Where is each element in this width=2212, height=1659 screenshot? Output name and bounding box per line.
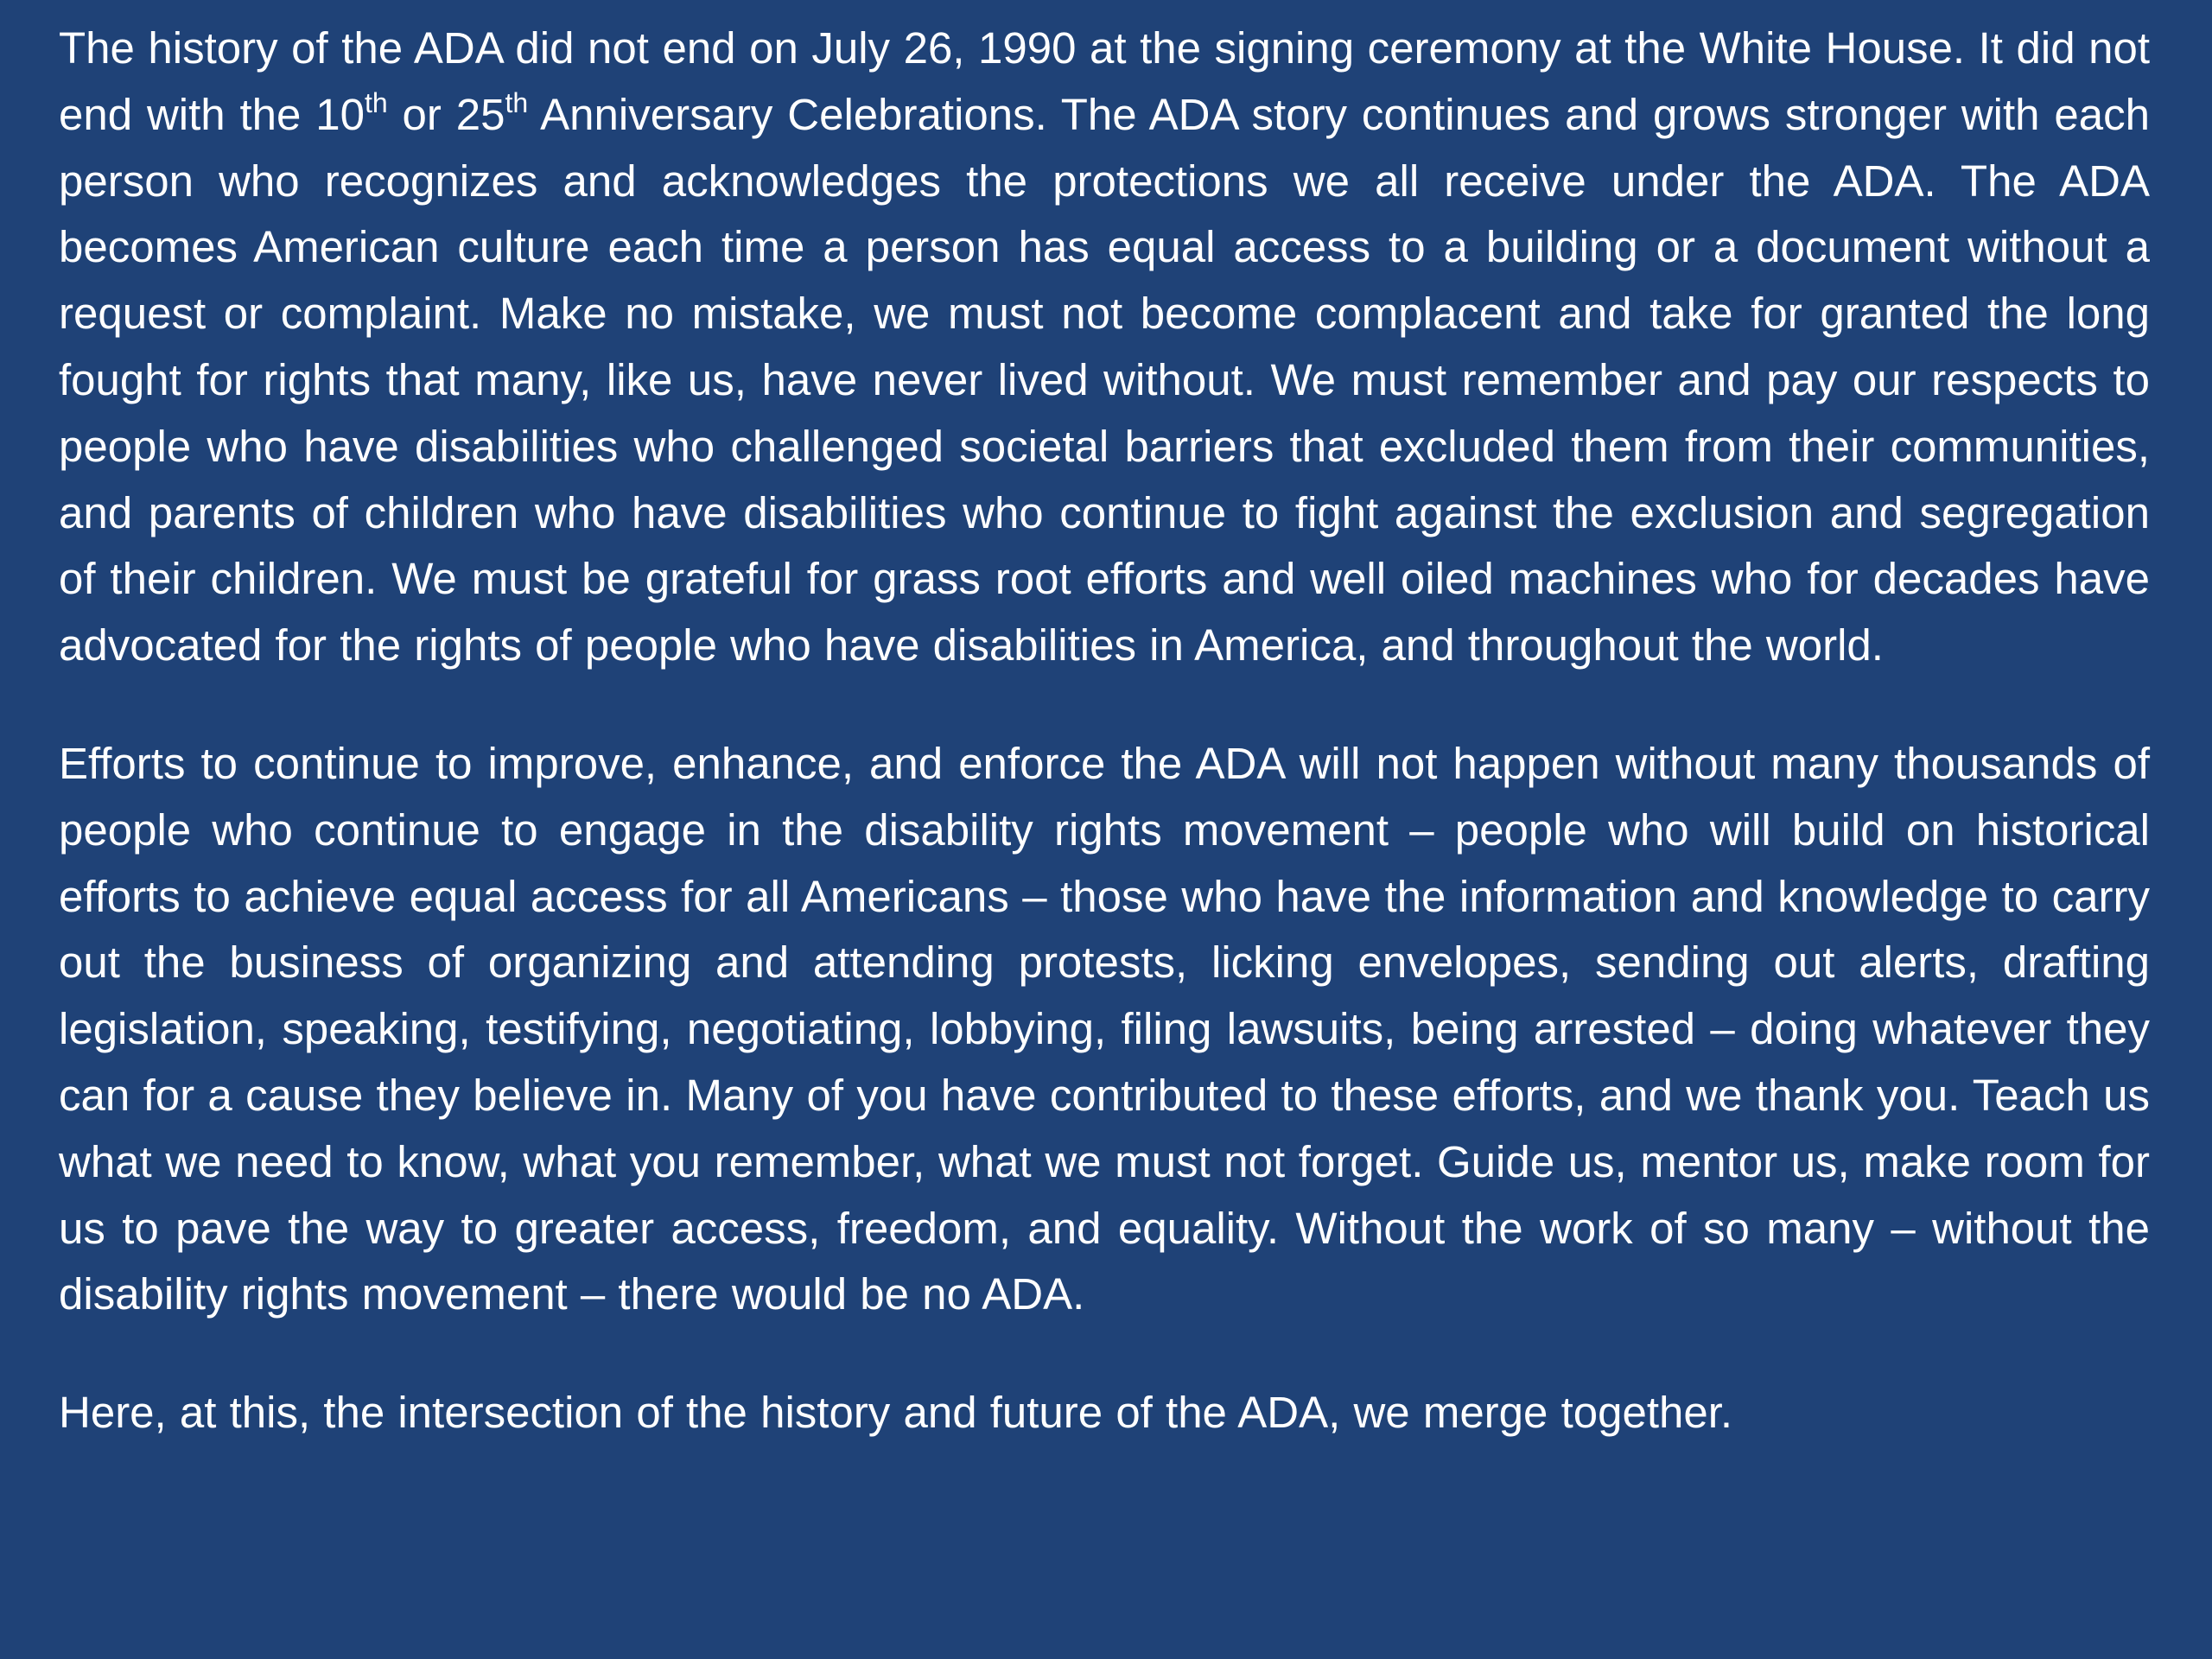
paragraph-closing: Here, at this, the intersection of the history and future of the ADA, we merge together.: [59, 1388, 1733, 1438]
ordinal-suffix-10th: th: [364, 86, 388, 118]
paragraph-efforts: Efforts to continue to improve, enhance, and enforce the ADA will not happen without many thousands of people who continue to engage in the disability rights movement – people who will build on historical efforts to achieve equal access for all Americans – those who have the information and knowledge to carry out the business of organizing and attending protests, licking envelopes, sending out alerts, drafting legislation, speaking, testifying, negotiating, lobbying, filing lawsuits, being arrested – doing whatever they can for a cause they believe in. Many of you have contributed to these efforts, and we thank you. Teach us what we need to know, what you remember, what we must not forget. Guide us, mentor us, make room for us to pave the way to greater access, freedom, and equality. Without the work of so many – without the disability rights movement – there would be no ADA.: [59, 738, 2150, 1319]
ordinal-suffix-25th: th: [505, 86, 529, 118]
paragraph-ada-history: [59, 16, 2150, 679]
paragraph-1-text-a: The history of the ADA did not end on July 26, 1990 at the signing ceremony at the White House. It did not end with the 10: [59, 23, 2150, 139]
paragraph-1-text-c: Anniversary Celebrations. The ADA story continues and grows stronger with each person who recognizes and acknowledges the protections we all receive under the ADA. The ADA becomes American culture each time a person has equal access to a building or a document without a request or complaint. Make no mistake, we must not become complacent and take for granted the long fought for rights that many, like us, have never lived without. We must remember and pay our respects to people who have disabilities who challenged societal barriers that excluded them from their communities, and parents of children who have disabilities who continue to fight against the exclusion and segregation of their children. We must be grateful for grass root efforts and well oiled machines who for decades have advocated for the rights of people who have disabilities in America, and throughout the world.: [59, 89, 2150, 671]
paragraph-1-text-b: or 25: [387, 89, 505, 139]
